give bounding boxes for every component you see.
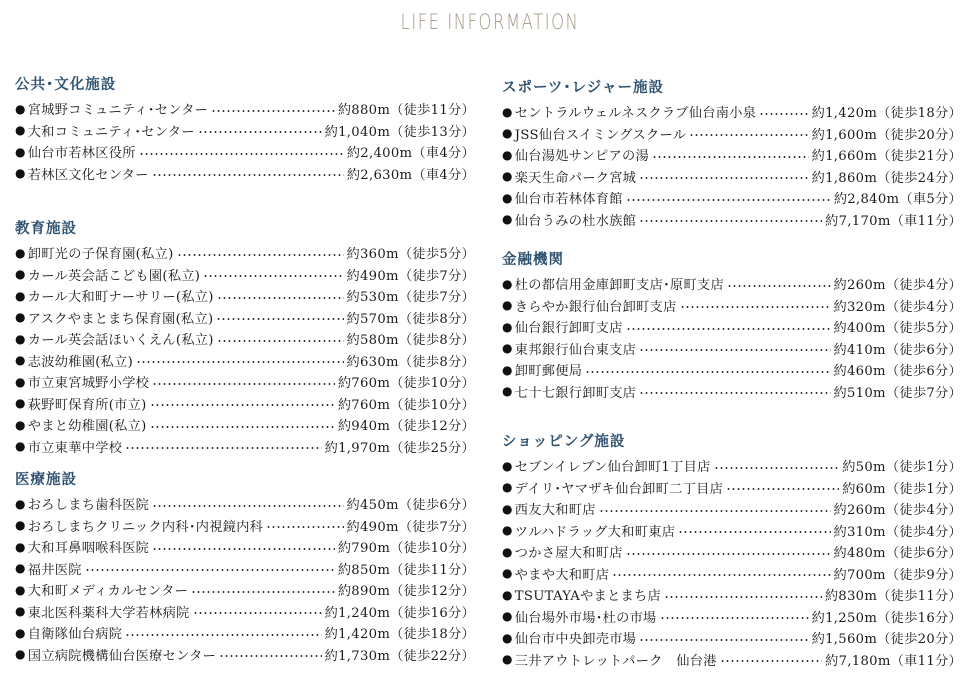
- list-item: [15, 285, 475, 307]
- facility-name: きらやか銀行仙台卸町支店: [514, 299, 677, 315]
- list-item: [15, 579, 475, 601]
- leader-dots: [660, 617, 809, 619]
- facility-name: 仙台市中央卸売市場: [514, 632, 637, 648]
- leader-dots: [125, 447, 321, 449]
- bullet-icon: ●: [502, 126, 513, 141]
- facility-name: 自衛隊仙台病院: [27, 627, 123, 643]
- facility-distance: 約50m（徒歩1分）: [842, 460, 962, 476]
- bullet-icon: ●: [15, 539, 26, 554]
- bullet-icon: ●: [502, 630, 513, 645]
- leader-dots: [585, 371, 830, 373]
- facility-distance: 約2,630m（車4分）: [346, 167, 475, 183]
- leader-dots: [150, 426, 335, 428]
- bullet-icon: ●: [502, 276, 513, 291]
- facility-distance: 約1,560m（徒歩20分）: [811, 632, 962, 648]
- list-item: [502, 359, 962, 381]
- list-item: [15, 371, 475, 393]
- list-item: [15, 163, 475, 185]
- leader-dots: [720, 660, 822, 662]
- facility-distance: 約7,170m（車11分）: [825, 213, 962, 229]
- leader-dots: [639, 220, 822, 222]
- list-item: [15, 536, 475, 558]
- facility-distance: 約260m（徒歩4分）: [833, 278, 962, 294]
- leader-dots: [203, 275, 343, 277]
- list-item: [502, 144, 962, 166]
- list-item: [502, 209, 962, 231]
- facility-distance: 約570m（徒歩8分）: [346, 311, 475, 327]
- leader-dots: [612, 574, 830, 576]
- facility-distance: 約1,420m（徒歩18分）: [324, 627, 475, 643]
- list-item: [15, 98, 475, 120]
- bullet-icon: ●: [15, 561, 26, 576]
- leader-dots: [714, 467, 840, 469]
- facility-name: おろしまち歯科医院: [27, 498, 150, 514]
- facility-name: カール大和町ナーサリー(私立): [27, 290, 214, 306]
- bullet-icon: ●: [502, 298, 513, 313]
- facility-distance: 約2,400m（車4分）: [346, 146, 475, 162]
- facility-distance: 約1,240m（徒歩16分）: [324, 605, 475, 621]
- list-item: [502, 606, 962, 628]
- facility-distance: 約940m（徒歩12分）: [337, 419, 475, 435]
- facility-name: TSUTAYAやまとまち店: [514, 589, 662, 605]
- list-item: [15, 515, 475, 537]
- facility-name: やまや大和町店: [514, 567, 610, 583]
- section-title: ショッピング施設: [502, 433, 626, 450]
- bullet-icon: ●: [15, 353, 26, 368]
- leader-dots: [198, 131, 322, 133]
- page-title: LIFE INFORMATION: [400, 10, 580, 34]
- list-item: [15, 644, 475, 666]
- facility-name: セントラルウェルネスクラブ仙台南小泉: [514, 106, 757, 122]
- facility-distance: 約880m（徒歩11分）: [337, 103, 475, 119]
- bullet-icon: ●: [502, 190, 513, 205]
- bullet-icon: ●: [15, 288, 26, 303]
- list-item: [15, 393, 475, 415]
- facility-distance: 約1,040m（徒歩13分）: [324, 124, 475, 140]
- list-item: [15, 601, 475, 623]
- facility-distance: 約260m（徒歩4分）: [833, 503, 962, 519]
- facility-distance: 約580m（徒歩8分）: [346, 333, 475, 349]
- facility-name: 大和町メディカルセンター: [27, 584, 189, 600]
- facility-distance: 約490m（徒歩7分）: [346, 519, 475, 535]
- facility-name: 萩野町保育所(市立): [27, 397, 147, 413]
- bullet-icon: ●: [502, 566, 513, 581]
- leader-dots: [152, 174, 344, 176]
- list-item: [502, 101, 962, 123]
- leader-dots: [85, 569, 335, 571]
- bullet-icon: ●: [502, 212, 513, 227]
- facility-distance: 約700m（徒歩9分）: [833, 567, 962, 583]
- facility-distance: 約1,970m（徒歩25分）: [324, 440, 475, 456]
- facility-name: 仙台市若林体育館: [514, 192, 623, 208]
- bullet-icon: ●: [502, 587, 513, 602]
- leader-dots: [216, 318, 343, 320]
- facility-name: カール英会話ほいくえん(私立): [27, 333, 214, 349]
- facility-distance: 約460m（徒歩6分）: [833, 364, 962, 380]
- bullet-icon: ●: [15, 144, 26, 159]
- facility-name: 国立病院機構仙台医療センター: [27, 648, 217, 664]
- list-item: [502, 295, 962, 317]
- list-item: [15, 264, 475, 286]
- facility-distance: 約400m（徒歩5分）: [833, 321, 962, 337]
- list-item: [502, 520, 962, 542]
- bullet-icon: ●: [15, 439, 26, 454]
- bullet-icon: ●: [15, 582, 26, 597]
- facility-distance: 約830m（徒歩11分）: [824, 589, 962, 605]
- list-item: [502, 498, 962, 520]
- section-sports: [502, 78, 962, 230]
- bullet-icon: ●: [15, 496, 26, 511]
- list-item: [15, 493, 475, 515]
- bullet-icon: ●: [502, 362, 513, 377]
- facility-distance: 約1,730m（徒歩22分）: [324, 648, 475, 664]
- facility-distance: 約2,840m（車5分）: [833, 192, 962, 208]
- section-title: 公共･文化施設: [15, 76, 117, 93]
- bullet-icon: ●: [502, 319, 513, 334]
- leader-dots: [599, 510, 831, 512]
- facility-name: 三井アウトレットパーク 仙台港: [514, 653, 717, 669]
- list-item: [502, 563, 962, 585]
- leader-dots: [139, 153, 344, 155]
- facility-name: 卸町光の子保育園(私立): [27, 247, 174, 263]
- bullet-icon: ●: [15, 396, 26, 411]
- leader-dots: [689, 134, 808, 136]
- bullet-icon: ●: [15, 166, 26, 181]
- facility-name: 仙台銀行卸町支店: [514, 321, 623, 337]
- facility-name: 西友大和町店: [514, 503, 596, 519]
- bullet-icon: ●: [15, 604, 26, 619]
- list-item: [15, 242, 475, 264]
- list-item: [15, 141, 475, 163]
- leader-dots: [626, 199, 831, 201]
- section-education: [15, 219, 475, 457]
- bullet-icon: ●: [15, 101, 26, 116]
- facility-distance: 約1,600m（徒歩20分）: [811, 127, 962, 143]
- list-item: [502, 627, 962, 649]
- facility-distance: 約890m（徒歩12分）: [337, 584, 475, 600]
- list-item: [15, 328, 475, 350]
- bullet-icon: ●: [502, 609, 513, 624]
- section-medical: [15, 470, 475, 665]
- facility-name: カール英会話こども園(私立): [27, 268, 201, 284]
- facility-name: 楽天生命パーク宮城: [514, 170, 637, 186]
- facility-name: 卸町郵便局: [514, 364, 583, 380]
- list-item: [15, 307, 475, 329]
- leader-dots: [136, 361, 343, 363]
- list-item: [502, 316, 962, 338]
- bullet-icon: ●: [15, 647, 26, 662]
- bullet-icon: ●: [502, 147, 513, 162]
- facility-name: 福井医院: [27, 562, 82, 578]
- leader-dots: [219, 655, 322, 657]
- facility-distance: 約1,420m（徒歩18分）: [811, 106, 962, 122]
- facility-name: デイリ･ヤマザキ仙台卸町二丁目店: [514, 481, 724, 497]
- list-item: [502, 273, 962, 295]
- facility-name: おろしまちクリニック内科･内視鏡内科: [27, 519, 264, 535]
- facility-name: 仙台市若林区役所: [27, 146, 136, 162]
- bullet-icon: ●: [502, 458, 513, 473]
- facility-name: セブンイレブン仙台卸町1丁目店: [514, 460, 711, 476]
- leader-dots: [680, 306, 831, 308]
- facility-distance: 約7,180m（車11分）: [825, 653, 962, 669]
- bullet-icon: ●: [15, 123, 26, 138]
- bullet-icon: ●: [15, 374, 26, 389]
- facility-distance: 約360m（徒歩5分）: [346, 247, 475, 263]
- leader-dots: [193, 612, 322, 614]
- bullet-icon: ●: [502, 384, 513, 399]
- facility-name: つかさ屋大和町店: [514, 546, 623, 562]
- leader-dots: [211, 110, 335, 112]
- facility-name: アスクやまとまち保育園(私立): [27, 311, 214, 327]
- leader-dots: [639, 177, 808, 179]
- list-item: [502, 166, 962, 188]
- facility-name: 仙台湯処サンピアの湯: [514, 149, 649, 165]
- facility-distance: 約1,660m（徒歩21分）: [811, 149, 962, 165]
- leader-dots: [152, 505, 343, 507]
- facility-distance: 約320m（徒歩4分）: [833, 299, 962, 315]
- list-item: [15, 350, 475, 372]
- bullet-icon: ●: [502, 480, 513, 495]
- leader-dots: [217, 340, 344, 342]
- facility-distance: 約760m（徒歩10分）: [337, 397, 475, 413]
- facility-name: 宮城野コミュニティ･センター: [27, 103, 209, 119]
- list-item: [502, 455, 962, 477]
- facility-name: 大和コミュニティ･センター: [27, 124, 195, 140]
- facility-distance: 約790m（徒歩10分）: [337, 541, 475, 557]
- list-item: [502, 338, 962, 360]
- bullet-icon: ●: [15, 310, 26, 325]
- bullet-icon: ●: [502, 169, 513, 184]
- leader-dots: [626, 553, 831, 555]
- facility-name: JSS仙台スイミングスクール: [514, 127, 687, 143]
- section-title: スポーツ･レジャー施設: [502, 79, 665, 96]
- list-item: [502, 584, 962, 606]
- facility-name: 仙台うみの杜水族館: [514, 213, 637, 229]
- facility-distance: 約1,250m（徒歩16分）: [811, 610, 962, 626]
- facility-name: 杜の都信用金庫卸町支店･原町支店: [514, 278, 724, 294]
- leader-dots: [266, 526, 343, 528]
- facility-distance: 約530m（徒歩7分）: [346, 290, 475, 306]
- facility-distance: 約410m（徒歩6分）: [833, 342, 962, 358]
- facility-name: 東邦銀行仙台東支店: [514, 342, 637, 358]
- leader-dots: [727, 285, 831, 287]
- list-item: [502, 649, 962, 671]
- facility-distance: 約450m（徒歩6分）: [346, 498, 475, 514]
- bullet-icon: ●: [502, 501, 513, 516]
- facility-name: 大和耳鼻咽喉科医院: [27, 541, 150, 557]
- facility-distance: 約310m（徒歩4分）: [833, 524, 962, 540]
- bullet-icon: ●: [502, 523, 513, 538]
- facility-distance: 約510m（徒歩7分）: [833, 385, 962, 401]
- leader-dots: [626, 328, 831, 330]
- facility-distance: 約850m（徒歩11分）: [337, 562, 475, 578]
- bullet-icon: ●: [502, 104, 513, 119]
- bullet-icon: ●: [15, 518, 26, 533]
- facility-distance: 約490m（徒歩7分）: [346, 268, 475, 284]
- list-item: [15, 436, 475, 458]
- facility-name: 市立東宮城野小学校: [27, 376, 150, 392]
- facility-name: 七十七銀行卸町支店: [514, 385, 637, 401]
- facility-name: 市立東華中学校: [27, 440, 123, 456]
- section-shopping: [502, 432, 962, 670]
- facility-name: 若林区文化センター: [27, 167, 149, 183]
- bullet-icon: ●: [15, 331, 26, 346]
- list-item: [502, 123, 962, 145]
- leader-dots: [639, 392, 830, 394]
- leader-dots: [125, 634, 321, 636]
- bullet-icon: ●: [502, 544, 513, 559]
- facility-name: ツルハドラッグ大和町東店: [514, 524, 676, 540]
- facility-distance: 約480m（徒歩6分）: [833, 546, 962, 562]
- bullet-icon: ●: [15, 267, 26, 282]
- facility-distance: 約760m（徒歩10分）: [337, 376, 475, 392]
- leader-dots: [678, 531, 830, 533]
- list-item: [15, 414, 475, 436]
- leader-dots: [652, 156, 809, 158]
- facility-distance: 約60m（徒歩1分）: [842, 481, 962, 497]
- leader-dots: [759, 113, 808, 115]
- leader-dots: [726, 488, 839, 490]
- section-title: 教育施設: [15, 220, 77, 237]
- list-item: [15, 622, 475, 644]
- leader-dots: [639, 639, 808, 641]
- bullet-icon: ●: [502, 341, 513, 356]
- bullet-icon: ●: [15, 417, 26, 432]
- section-title: 金融機関: [502, 251, 564, 268]
- facility-name: 東北医科薬科大学若林病院: [27, 605, 190, 621]
- leader-dots: [217, 297, 344, 299]
- bullet-icon: ●: [502, 652, 513, 667]
- facility-name: 仙台場外市場･杜の市場: [514, 610, 657, 626]
- bullet-icon: ●: [15, 625, 26, 640]
- section-public: [15, 75, 475, 184]
- section-title: 医療施設: [15, 471, 77, 488]
- leader-dots: [664, 596, 822, 598]
- bullet-icon: ●: [15, 245, 26, 260]
- leader-dots: [639, 349, 830, 351]
- leader-dots: [152, 383, 335, 385]
- section-finance: [502, 250, 962, 402]
- facility-name: やまと幼稚園(私立): [27, 419, 147, 435]
- list-item: [15, 558, 475, 580]
- list-item: [502, 477, 962, 499]
- list-item: [15, 120, 475, 142]
- list-item: [502, 187, 962, 209]
- leader-dots: [191, 591, 335, 593]
- list-item: [502, 381, 962, 403]
- facility-distance: 約630m（徒歩8分）: [346, 354, 475, 370]
- facility-name: 志波幼稚園(私立): [27, 354, 134, 370]
- facility-distance: 約1,860m（徒歩24分）: [811, 170, 962, 186]
- list-item: [502, 541, 962, 563]
- leader-dots: [177, 254, 344, 256]
- leader-dots: [150, 404, 335, 406]
- leader-dots: [152, 548, 335, 550]
